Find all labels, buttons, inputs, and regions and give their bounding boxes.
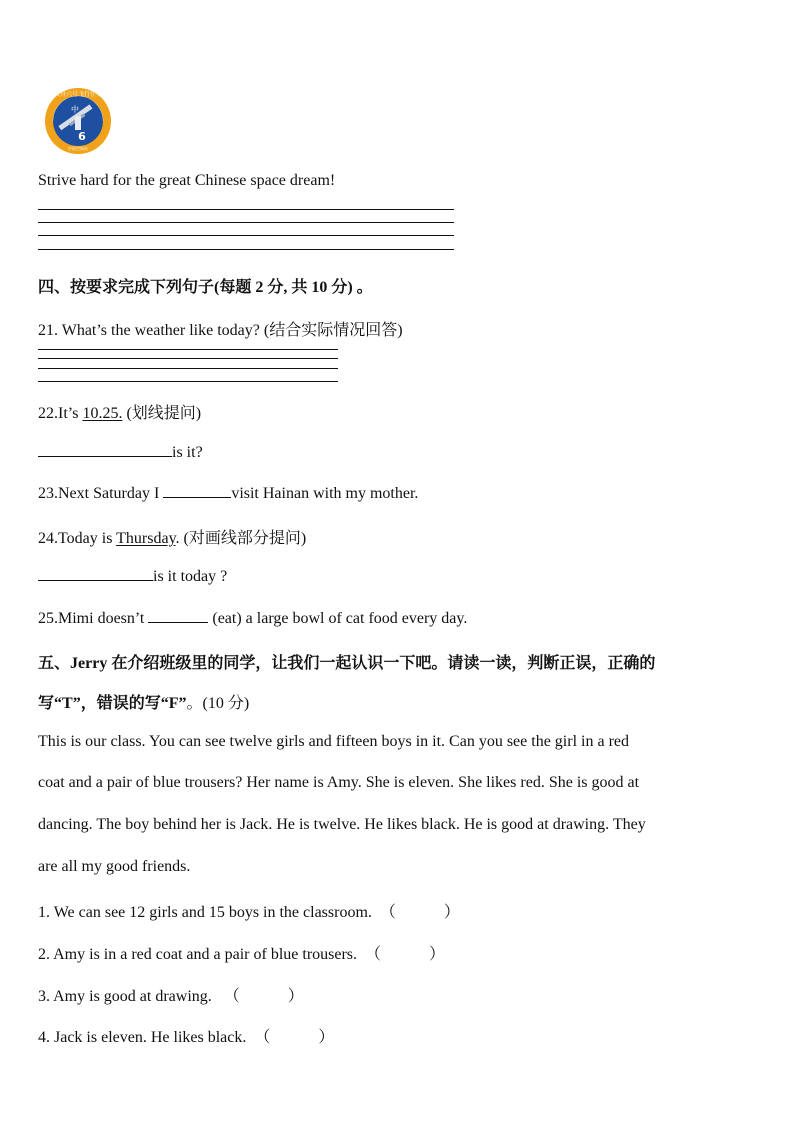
question-23 xyxy=(38,483,418,503)
section5-write: 写 xyxy=(38,695,55,712)
q22-prefix: 22.It’s xyxy=(38,405,83,422)
answer-line xyxy=(38,381,338,382)
tf-close-paren: ） xyxy=(287,988,304,1005)
logo-ring-text-top: 天舟六号飞行任务 xyxy=(53,91,103,98)
tf-item-3 xyxy=(38,983,304,1006)
section5-heading-line1 xyxy=(38,650,655,673)
writing-line xyxy=(38,235,454,236)
answer-line xyxy=(38,358,338,359)
q23-blank[interactable] xyxy=(163,483,231,498)
tf-item-text: 3. Amy is good at drawing. （ xyxy=(38,988,240,1005)
section4-heading: 四、按要求完成下列句子(每题 2 分, 共 10 分) 。 xyxy=(38,279,373,296)
logo-ring-text-bottom: 中国空间站 xyxy=(68,146,88,151)
q23-prefix: 23.Next Saturday I xyxy=(38,485,164,502)
tf-close-paren: ） xyxy=(318,1029,335,1046)
q21-text: . What’s the weather like today? xyxy=(54,322,260,339)
question-25 xyxy=(38,608,467,628)
section5-number: 五、 xyxy=(38,655,71,672)
writing-line xyxy=(38,249,454,250)
tf-item-text: 1. We can see 12 girls and 15 boys in the classroom. （ xyxy=(38,904,396,921)
passage-line: coat and a pair of blue trousers? Her name is Amy. She is eleven. She likes red. She is good at xyxy=(38,774,640,791)
q22-answer-line xyxy=(38,442,203,462)
q24-underlined: Thursday xyxy=(116,530,176,547)
q22-blank[interactable] xyxy=(38,442,172,457)
q24-answer-suffix: is it today ? xyxy=(153,568,228,585)
mission-emblem-logo xyxy=(37,84,121,154)
section5-points: 。(10 分) xyxy=(186,695,250,712)
q24-prefix: 24.Today is xyxy=(38,530,117,547)
q24-answer-line xyxy=(38,566,227,586)
q22-underlined: 10.25. xyxy=(82,405,123,422)
tf-close-paren: ） xyxy=(443,904,460,921)
q25-suffix: (eat) a large bowl of cat food every day. xyxy=(208,610,468,627)
section5-true-mark: “T” xyxy=(54,695,81,712)
q24-blank[interactable] xyxy=(38,566,153,581)
q23-suffix: visit Hainan with my mother. xyxy=(231,485,419,502)
writing-line xyxy=(38,209,454,210)
tf-item-text: 4. Jack is eleven. He likes black. （ xyxy=(38,1029,271,1046)
q21-note: (结合实际情况回答) xyxy=(263,322,403,339)
question-22 xyxy=(38,400,201,423)
question-24 xyxy=(38,525,306,548)
tf-item-text: 2. Amy is in a red coat and a pair of blue trousers. （ xyxy=(38,946,382,963)
tf-item-1 xyxy=(38,899,460,922)
q25-prefix: 25.Mimi doesn’t xyxy=(38,610,149,627)
q22-note: (划线提问) xyxy=(122,405,202,422)
q24-note: . (对画线部分提问) xyxy=(175,530,307,547)
q25-blank[interactable] xyxy=(148,608,208,623)
section5-wrong-write: ，错误的写 xyxy=(80,695,161,712)
section5-instruction: 在介绍班级里的同学，让我们一起认识一下吧。请读一读，判断正误，正确的 xyxy=(107,655,656,672)
answer-line xyxy=(38,368,338,369)
tf-item-4 xyxy=(38,1024,334,1047)
passage-line: dancing. The boy behind her is Jack. He is twelve. He likes black. He is good at drawing. They xyxy=(38,816,646,833)
tf-item-2 xyxy=(38,941,445,964)
answer-line xyxy=(38,349,338,350)
logo-center-char: 中 xyxy=(71,105,79,114)
logo-number: 6 xyxy=(78,130,86,143)
question-21 xyxy=(38,317,403,340)
writing-line xyxy=(38,222,454,223)
section5-name: Jerry xyxy=(70,655,108,672)
section5-false-mark: “F” xyxy=(160,695,187,712)
passage-line: This is our class. You can see twelve girls and fifteen boys in it. Can you see the girl in a red xyxy=(38,733,629,750)
section5-heading-line2 xyxy=(38,690,249,713)
tf-close-paren: ） xyxy=(429,946,446,963)
q21-number: 21 xyxy=(38,322,54,339)
slogan-text: Strive hard for the great Chinese space dream! xyxy=(38,172,336,189)
passage-line: are all my good friends. xyxy=(38,858,191,875)
q22-answer-suffix: is it? xyxy=(172,444,203,461)
